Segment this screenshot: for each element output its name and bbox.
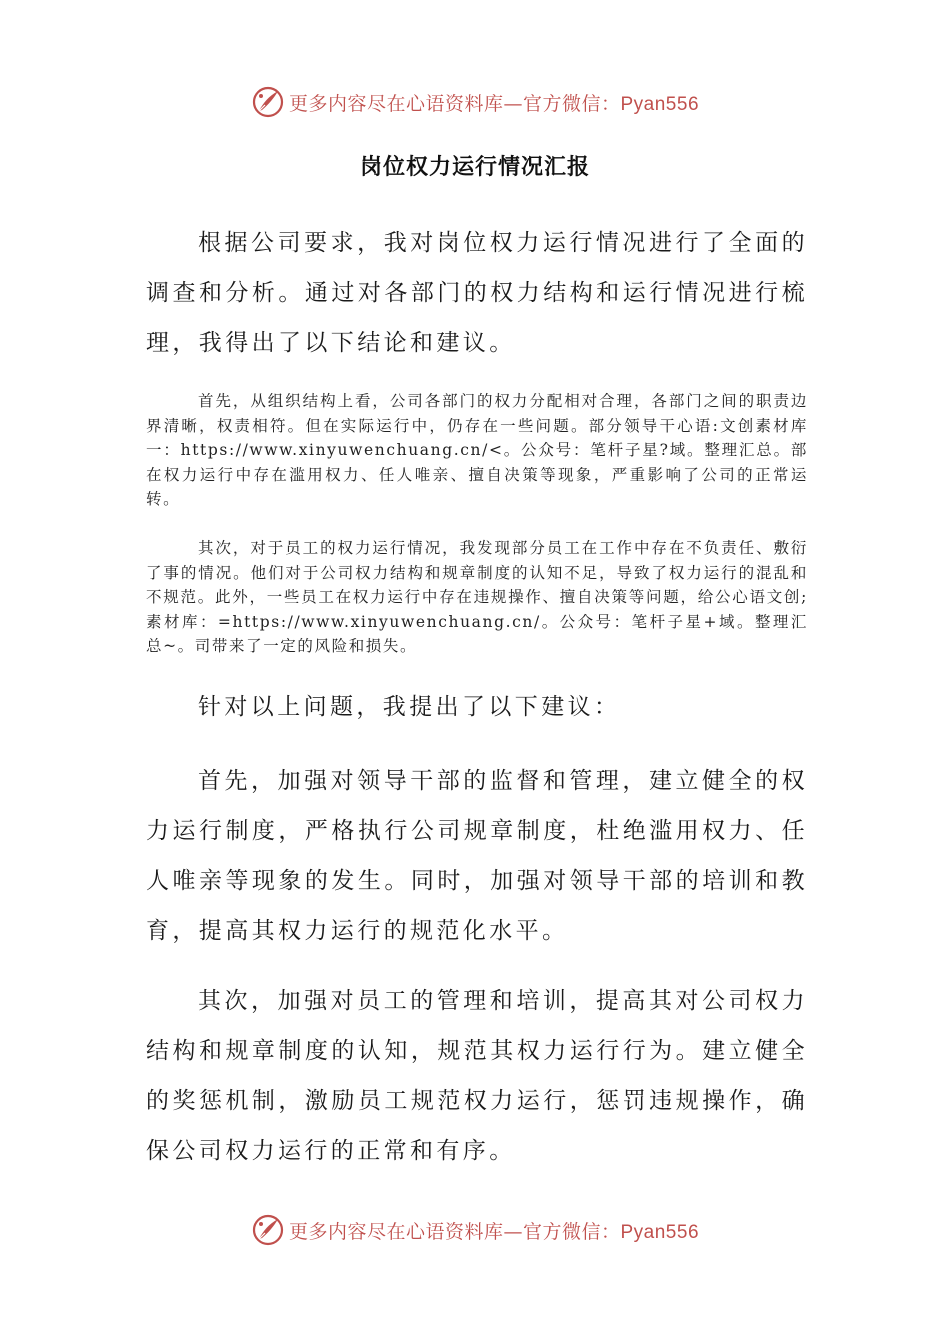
paragraph-suggestion-leadership: 首先，加强对领导干部的监督和管理，建立健全的权力运行制度，严格执行公司规章制度，杜绝滥用权力、任人唯亲等现象的发生。同时，加强对领导干部的培训和教育，提高其权力运行的规范化水平。 — [146, 768, 808, 944]
banner-wechat-label: 官方微信： — [522, 92, 621, 115]
banner-separator: — — [503, 1220, 523, 1243]
banner-separator: — — [503, 92, 523, 115]
banner-wechat-id: Pyan556 — [620, 93, 700, 115]
document-title: 岗位权力运行情况汇报 — [359, 155, 590, 180]
paragraph-suggestions-lead: 针对以上问题，我提出了以下建议： — [198, 694, 621, 720]
paragraph-intro: 根据公司要求，我对岗位权力运行情况进行了全面的调查和分析。通过对各部门的权力结构和运行情况进行梳理，我得出了以下结论和建议。 — [146, 230, 808, 356]
paragraph-suggestion-employees: 其次，加强对员工的管理和培训，提高其对公司权力结构和规章制度的认知，规范其权力运行行为。建立健全的奖惩机制，激励员工规范权力运行，惩罚违规操作，确保公司权力运行的正常和有序。 — [146, 988, 808, 1164]
paragraph-employee-findings: 其次，对于员工的权力运行情况，我发现部分员工在工作中存在不负责任、敷衍了事的情况。他们对于公司权力结构和规章制度的认知不足，导致了权力运行的混乱和不规范。此外，一些员工在权力运行中存在违规操作、擅自决策等问题，给公心语文创;素材库：=https://www.xinyuwenchuang.cn/。公众号：笔杆子星+域。整理汇总~。司带来了一定的风险和损失。 — [146, 539, 808, 655]
banner-text — [289, 89, 699, 116]
quill-pen-icon — [251, 1213, 285, 1247]
banner-text — [289, 1217, 699, 1244]
banner-wechat-label: 官方微信： — [522, 1220, 621, 1243]
banner-wechat-id: Pyan556 — [620, 1221, 700, 1243]
footer-banner — [0, 1208, 950, 1252]
paragraph-leadership-findings: 首先，从组织结构上看，公司各部门的权力分配相对合理，各部门之间的职责边界清晰，权责相符。但在实际运行中，仍存在一些问题。部分领导干心语:文创素材库一：https://www.xinyuwenchuang.cn/<。公众号：笔杆子星?域。整理汇总。部在权力运行中存在滥用权力、任人唯亲、擅自决策等现象，严重影响了公司的正常运转。 — [146, 392, 808, 508]
banner-site-text: 更多内容尽在心语资料库 — [288, 92, 504, 115]
quill-pen-icon — [251, 85, 285, 119]
banner-site-text: 更多内容尽在心语资料库 — [288, 1220, 504, 1243]
header-banner — [0, 80, 950, 124]
